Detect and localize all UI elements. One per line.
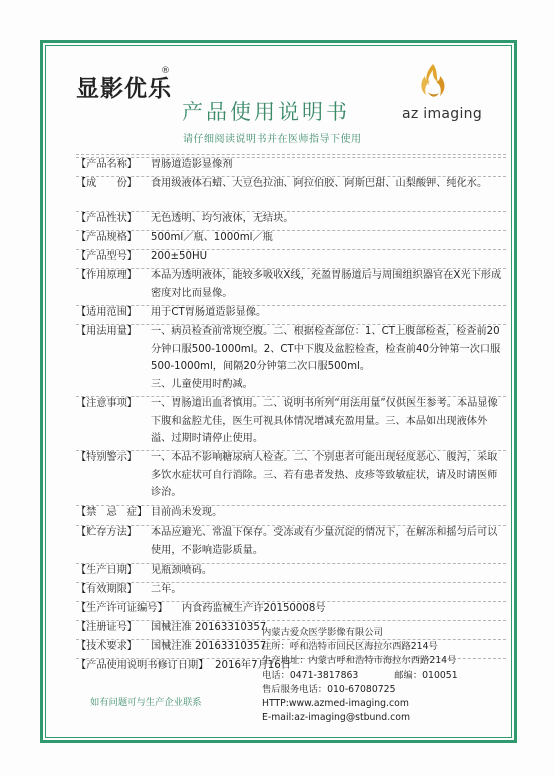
field-label: 【成 份】	[76, 178, 138, 189]
divider	[76, 396, 506, 397]
field-label: 【注册证号】	[76, 622, 138, 633]
company-phone: 电话：0471-3817863	[262, 669, 359, 681]
field-value: 胃肠道造影显像剂	[151, 159, 233, 170]
field-label: 【禁 忌 症】	[76, 507, 148, 518]
document-subtitle: 请仔细阅读说明书并在医师指导下使用	[183, 134, 362, 145]
field-label: 【特别警示】	[76, 452, 138, 463]
field-value: 本品为透明液体，能较多吸收X线，充盈胃肠道后与周围组织器官在X光下形成密度对比而显像。	[151, 270, 502, 299]
field-value: 食用级液体石蜡、大豆色拉油、阿拉伯胶、阿斯巴甜、山梨酸钾、纯化水。	[151, 178, 488, 189]
field-value: 见瓶颈喷码。	[151, 565, 213, 576]
divider	[76, 505, 506, 506]
brand-logo-text: 显影优乐	[76, 75, 172, 102]
divider	[76, 324, 506, 325]
company-logo-text: az imaging	[402, 106, 483, 122]
divider	[76, 525, 506, 526]
field-value: 200±50HU	[151, 251, 208, 262]
divider	[76, 620, 506, 621]
field-value: 二年。	[151, 584, 182, 595]
divider	[76, 249, 506, 250]
divider	[76, 211, 506, 212]
field-label: 【适用范围】	[76, 307, 138, 318]
registered-mark: ®	[161, 66, 170, 76]
usage-note: 三、儿童使用时酌减。	[151, 378, 253, 390]
company-name: 内蒙古爱众医学影像有限公司	[262, 627, 383, 638]
field-value: 本品应避光、常温下保存。受冻或有少量沉淀的情况下，在解冻和摇匀后可以使用，不影响造影质量。	[151, 527, 498, 556]
company-postcode: 邮编：010051	[394, 669, 458, 681]
divider	[76, 157, 506, 158]
field-label: 【产品使用说明书修订日期】	[76, 660, 209, 671]
field-label: 【用法用量】	[76, 326, 138, 337]
field-label: 【作用原理】	[76, 270, 138, 281]
contact-note: 如有问题可与生产企业联系	[90, 697, 202, 708]
field-label: 【注意事项】	[76, 398, 138, 409]
company-factory-address: 生产地址：内蒙古呼和浩特市海拉尔西路214号	[262, 655, 457, 667]
field-label: 【贮存方法】	[76, 527, 138, 538]
divider	[76, 582, 506, 583]
field-value: 一、胃肠道出血者慎用。二、说明书所列“用法用量”仅供医生参考。本品显像下腹和盆腔尤佳，医生可视具体情况增减充盈用量。三、本品如出现液体外溢、过期时请停止使用。	[151, 398, 498, 444]
divider	[76, 601, 506, 602]
divider	[76, 450, 506, 451]
field-label: 【生产日期】	[76, 565, 138, 576]
field-value: 用于CT胃肠道造影显像。	[151, 307, 267, 318]
field-label: 【产品名称】	[76, 159, 138, 170]
company-address: 住所：呼和浩特市回民区海拉尔西路214号	[262, 641, 438, 653]
field-label: 【技术要求】	[76, 641, 138, 652]
divider	[76, 305, 506, 306]
field-label: 【有效期限】	[76, 584, 138, 595]
divider	[76, 154, 506, 155]
usage-text: 一、病员检查前常规空腹。二、根据检查部位：1、CT上腹部检查，检查前20分钟口服500-1000ml。2、CT中下腹及盆腔检查，检查前40分钟第一次口服500-1000ml，间隔20分钟第二次口服500ml。	[151, 326, 501, 372]
flame-logo-icon	[416, 62, 450, 102]
field-value	[151, 323, 503, 393]
field-value: 国械注准 20163310357	[151, 641, 267, 652]
divider	[76, 268, 506, 269]
field-value: 一、本品不影响糖尿病人检查。二、个别患者可能出现轻度恶心、腹泻，采取多饮水症状可自行消除。三、若有患者发热、皮疹等致敏症状，请及时请医师诊治。	[151, 452, 498, 498]
field-value: 内食药监械生产许20150008号	[182, 603, 326, 614]
field-label: 【产品规格】	[76, 232, 138, 243]
field-value: 目前尚未发现。	[151, 507, 223, 518]
field-label: 【产品型号】	[76, 251, 138, 262]
company-info	[262, 626, 512, 725]
document-title: 产品使用说明书	[182, 100, 350, 124]
field-value: 无色透明、均匀液体，无结块。	[151, 213, 294, 224]
field-value: 2016年7月16日	[215, 660, 291, 671]
company-email[interactable]: E-mail:az-imaging@stbund.com	[262, 712, 411, 724]
divider	[76, 563, 506, 564]
company-website[interactable]: HTTP:www.azmed-imaging.com	[262, 698, 409, 710]
divider	[76, 176, 506, 177]
company-phone-postcode	[262, 669, 512, 683]
field-label: 【产品性状】	[76, 213, 138, 224]
company-service-phone: 售后服务电话：010-67080725	[262, 683, 396, 695]
divider	[76, 230, 506, 231]
field-value: 500ml／瓶、1000ml／瓶	[151, 232, 273, 243]
field-value: 国械注准 20163310357	[151, 622, 267, 633]
field-label: 【生产许可证编号】	[76, 603, 168, 614]
